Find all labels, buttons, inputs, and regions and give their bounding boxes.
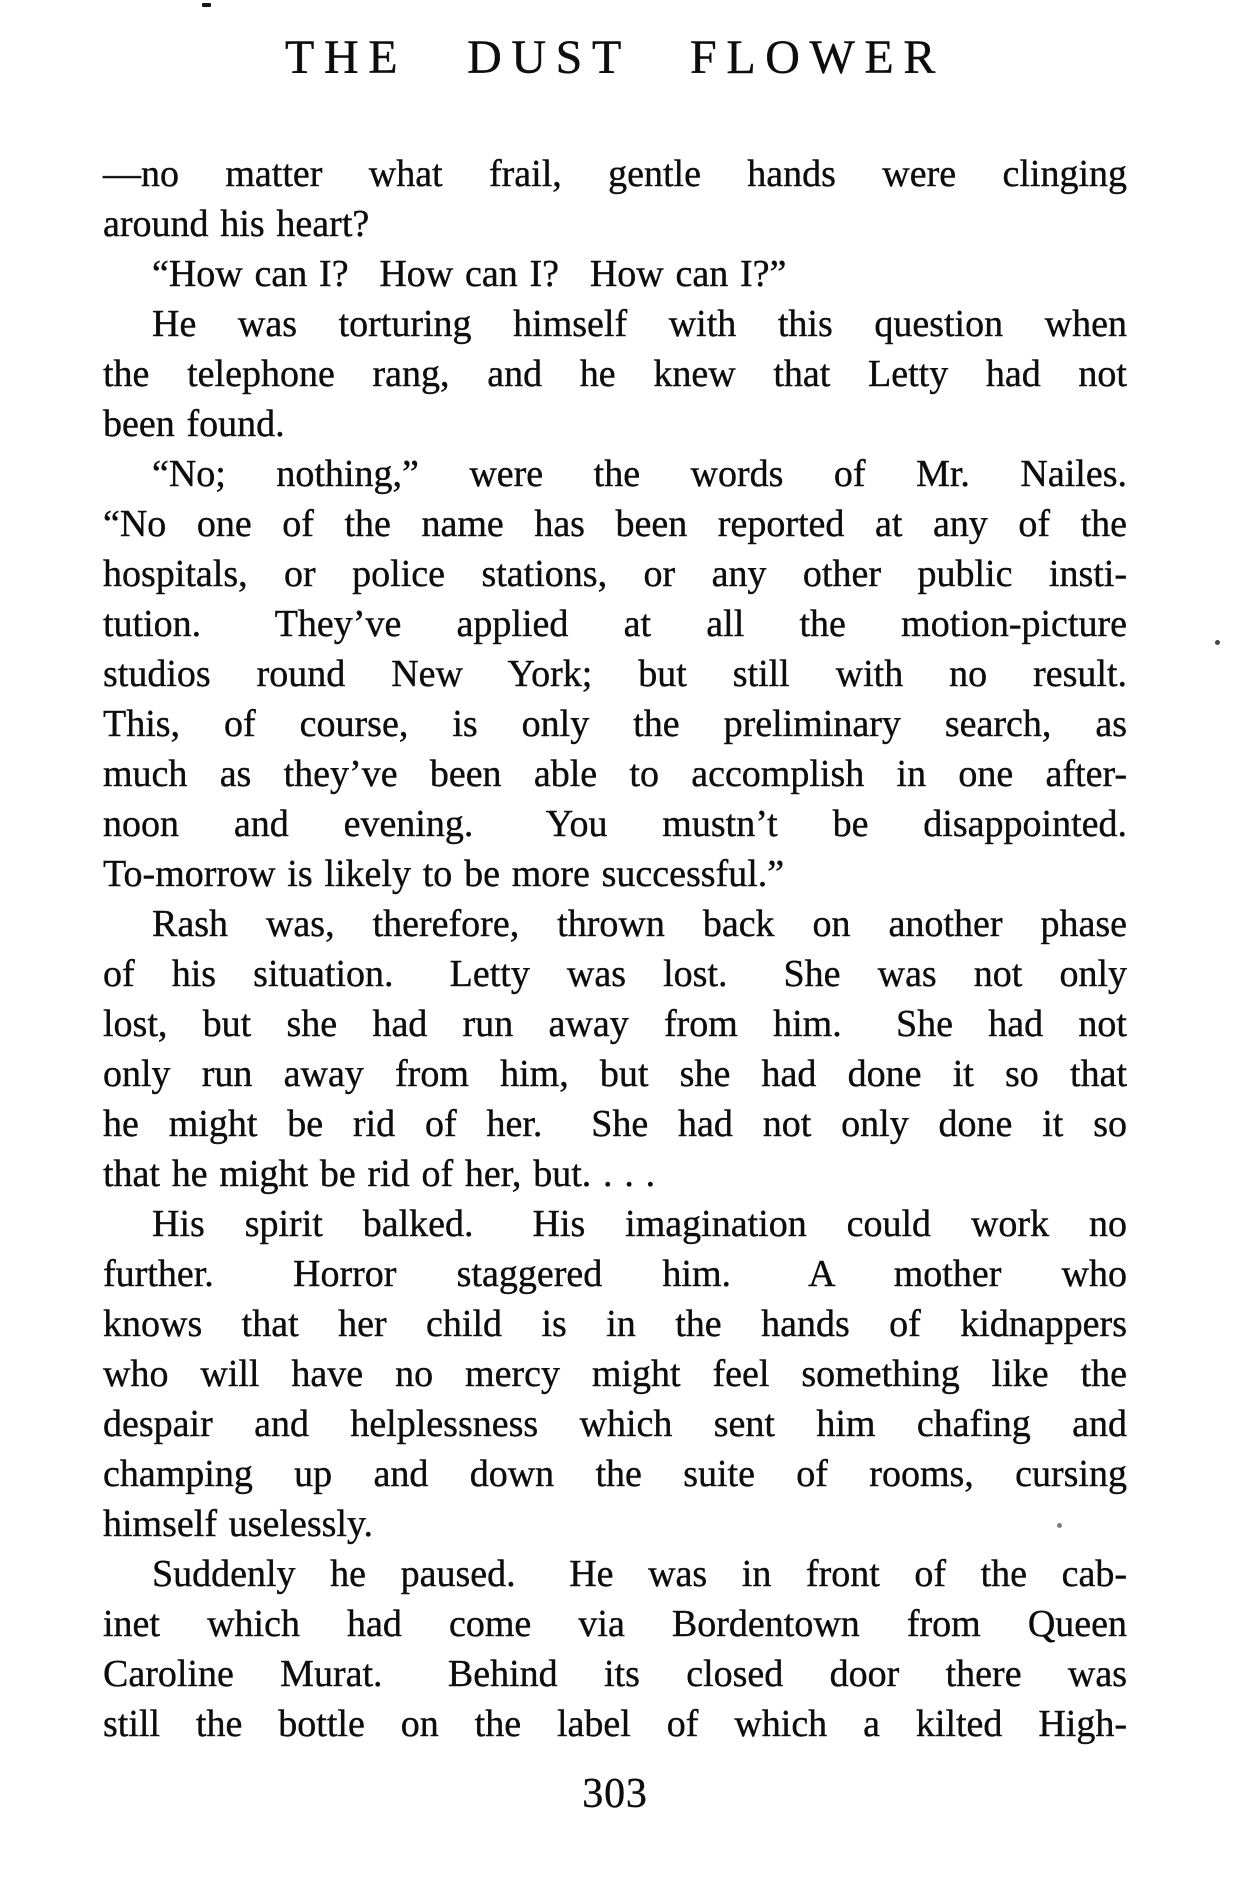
text-line: still the bottle on the label of which a kilted High- bbox=[103, 1703, 1127, 1745]
text-line: To-morrow is likely to be more successful.” bbox=[103, 853, 785, 895]
scan-artifact bbox=[1215, 640, 1220, 645]
text-line: His spirit balked. His imagination could work no bbox=[152, 1203, 1127, 1245]
text-line: “How can I? How can I? How can I?” bbox=[152, 253, 787, 295]
text-line: knows that her child is in the hands of kidnappers bbox=[103, 1303, 1127, 1345]
text-line: Rash was, therefore, thrown back on another phase bbox=[152, 903, 1127, 945]
text-line: that he might be rid of her, but. . . . bbox=[103, 1153, 656, 1195]
page-number: 303 bbox=[582, 1771, 648, 1817]
text-line: further. Horror staggered him. A mother who bbox=[103, 1253, 1127, 1295]
text-line: of his situation. Letty was lost. She was not only bbox=[103, 953, 1127, 995]
running-head-title: THE DUST FLOWER bbox=[285, 31, 945, 84]
text-line: He was torturing himself with this question when bbox=[152, 303, 1127, 345]
text-line: the telephone rang, and he knew that Letty had not bbox=[103, 353, 1127, 395]
text-block bbox=[103, 149, 1127, 1749]
text-line: “No; nothing,” were the words of Mr. Nailes. bbox=[152, 453, 1127, 495]
text-line: noon and evening. You mustn’t be disappointed. bbox=[103, 803, 1127, 845]
text-line: This, of course, is only the preliminary search, as bbox=[103, 703, 1127, 745]
text-line: around his heart? bbox=[103, 203, 370, 245]
text-line: hospitals, or police stations, or any other public insti- bbox=[103, 553, 1127, 595]
scan-artifact bbox=[202, 3, 211, 7]
text-line: who will have no mercy might feel something like the bbox=[103, 1353, 1127, 1395]
text-line: studios round New York; but still with no result. bbox=[103, 653, 1127, 695]
text-line: himself uselessly. bbox=[103, 1503, 374, 1545]
text-line: Suddenly he paused. He was in front of the cab- bbox=[152, 1553, 1127, 1595]
text-line: tution. They’ve applied at all the motion-picture bbox=[103, 603, 1127, 645]
text-line: much as they’ve been able to accomplish in one after- bbox=[103, 753, 1127, 795]
text-line: —no matter what frail, gentle hands were clinging bbox=[103, 153, 1127, 195]
text-line: been found. bbox=[103, 403, 285, 445]
text-line: “No one of the name has been reported at any of the bbox=[103, 503, 1127, 545]
text-line: only run away from him, but she had done it so that bbox=[103, 1053, 1127, 1095]
text-line: lost, but she had run away from him. She had not bbox=[103, 1003, 1127, 1045]
text-line: champing up and down the suite of rooms, cursing bbox=[103, 1453, 1127, 1495]
text-line: he might be rid of her. She had not only done it so bbox=[103, 1103, 1127, 1145]
text-line: inet which had come via Bordentown from Queen bbox=[103, 1603, 1127, 1645]
text-line: despair and helplessness which sent him chafing and bbox=[103, 1403, 1127, 1445]
text-line: Caroline Murat. Behind its closed door there was bbox=[103, 1653, 1127, 1695]
